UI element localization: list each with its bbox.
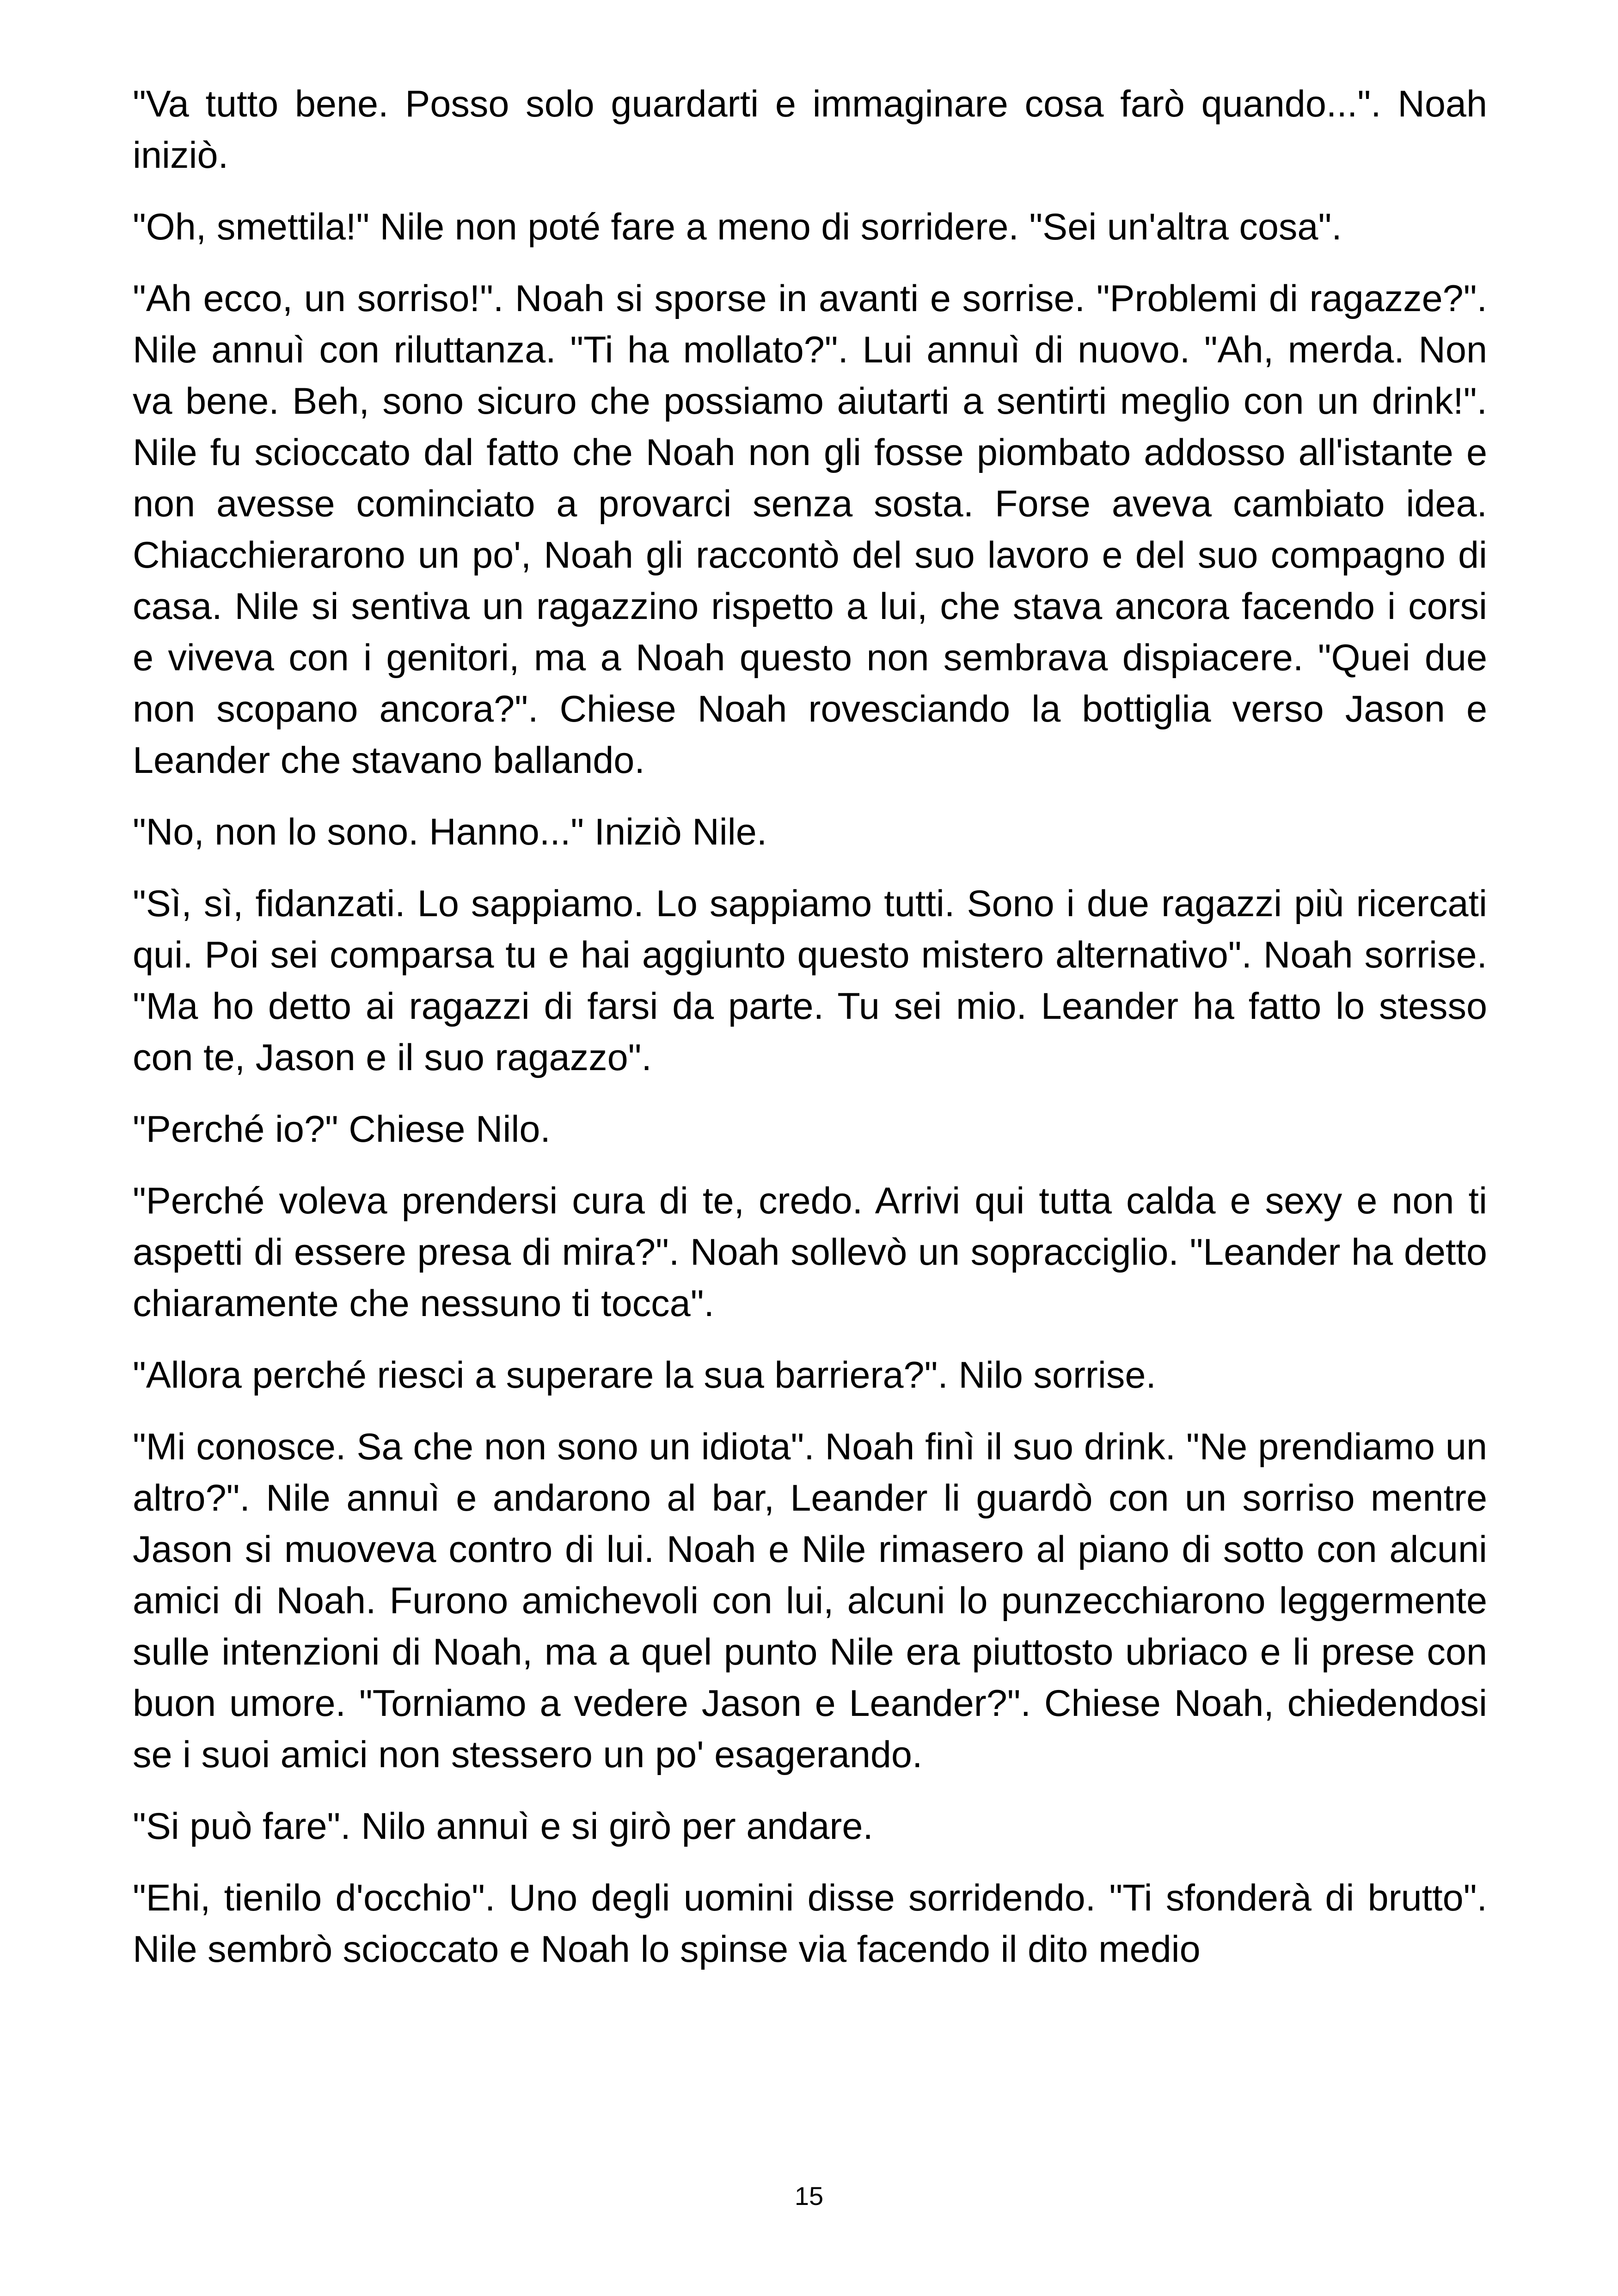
paragraph-4: "No, non lo sono. Hanno..." Iniziò Nile. — [133, 811, 767, 853]
paragraph-9: "Mi conosce. Sa che non sono un idiota". Noah finì il suo drink. "Ne prendiamo un altro?". Nile annuì e andarono al bar, Leander li guardò con un sorriso mentre Jason si muoveva contro di lui. Noah e Nile rimasero al piano di sotto con alcuni amici di Noah. Furono amichevoli con lui, alcuni lo punzecchiarono leggermente sulle intenzioni di Noah, ma a quel punto Nile era piuttosto ubriaco e li prese con buon umore. "Torniamo a vedere Jason e Leander?". Chiese Noah, chiedendosi se i suoi amici non stessero un po' esagerando. — [133, 1426, 1487, 1776]
paragraph-2: "Oh, smettila!" Nile non poté fare a meno di sorridere. "Sei un'altra cosa". — [133, 206, 1342, 248]
paragraph-6: "Perché io?" Chiese Nilo. — [133, 1108, 551, 1150]
paragraph-7: "Perché voleva prendersi cura di te, credo. Arrivi qui tutta calda e sexy e non ti aspetti di essere presa di mira?". Noah sollevò un sopracciglio. "Leander ha detto chiaramente che nessuno ti tocca". — [133, 1180, 1487, 1324]
paragraph-10: "Si può fare". Nilo annuì e si girò per andare. — [133, 1806, 873, 1847]
paragraph-1: "Va tutto bene. Posso solo guardarti e immaginare cosa farò quando...". Noah iniziò. — [133, 83, 1487, 176]
body-text — [133, 79, 1487, 1996]
page-number: 15 — [794, 2181, 824, 2210]
paragraph-11: "Ehi, tienilo d'occhio". Uno degli uomini disse sorridendo. "Ti sfonderà di brutto". Nile sembrò scioccato e Noah lo spinse via facendo il dito medio — [133, 1877, 1487, 1970]
paragraph-3: "Ah ecco, un sorriso!". Noah si sporse in avanti e sorrise. "Problemi di ragazze?". Nile annuì con riluttanza. "Ti ha mollato?". Lui annuì di nuovo. "Ah, merda. Non va bene. Beh, sono sicuro che possiamo aiutarti a sentirti meglio con un drink!". Nile fu scioccato dal fatto che Noah non gli fosse piombato addosso all'istante e non avesse cominciato a provarci senza sosta. Forse aveva cambiato idea. Chiacchierarono un po', Noah gli raccontò del suo lavoro e del suo compagno di casa. Nile si sentiva un ragazzino rispetto a lui, che stava ancora facendo i corsi e viveva con i genitori, ma a Noah questo non sembrava dispiacere. "Quei due non scopano ancora?". Chiese Noah rovesciando la bottiglia verso Jason e Leander che stavano ballando. — [133, 278, 1487, 781]
paragraph-5: "Sì, sì, fidanzati. Lo sappiamo. Lo sappiamo tutti. Sono i due ragazzi più ricercati qui. Poi sei comparsa tu e hai aggiunto questo mistero alternativo". Noah sorrise. "Ma ho detto ai ragazzi di farsi da parte. Tu sei mio. Leander ha fatto lo stesso con te, Jason e il suo ragazzo". — [133, 883, 1487, 1078]
paragraph-8: "Allora perché riesci a superare la sua barriera?". Nilo sorrise. — [133, 1354, 1156, 1396]
